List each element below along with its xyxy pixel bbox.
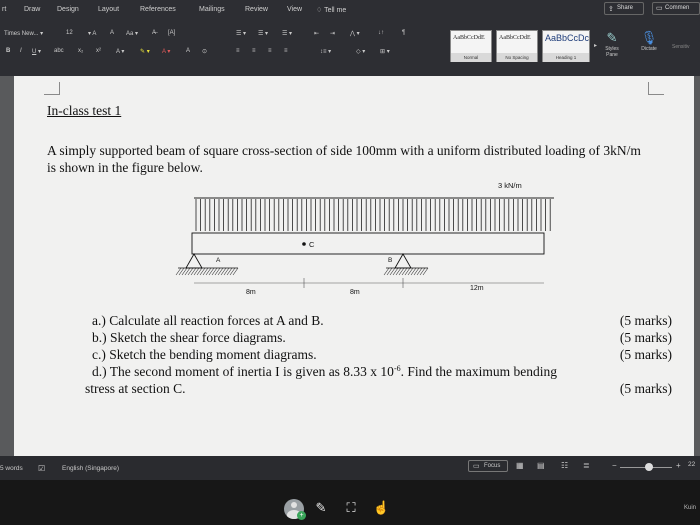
font-name-dropdown[interactable]: [4, 30, 60, 40]
hatch-line: [233, 268, 238, 275]
question-a: [92, 312, 672, 329]
hatch-line: [227, 268, 232, 275]
tab-mailings[interactable]: Mailings: [199, 6, 225, 13]
comments-button[interactable]: [652, 2, 700, 15]
hatch-line: [197, 268, 202, 275]
hatch-line: [393, 268, 398, 275]
document-intro: A simply supported beam of square cross-section of side 100mm with a uniform distributed loading of 3kN/m is shown in the figure below.: [47, 143, 641, 175]
question-b: [92, 329, 672, 346]
hatch-line: [176, 268, 181, 275]
word-count[interactable]: 5 words: [0, 465, 23, 472]
document-page[interactable]: [14, 76, 694, 461]
language-indicator[interactable]: English (Singapore): [62, 465, 120, 472]
tab-review[interactable]: Review: [245, 6, 268, 13]
clear-formatting-icon[interactable]: A̶: [152, 30, 157, 36]
hatch-line: [411, 268, 416, 275]
tab-references[interactable]: References: [140, 6, 176, 13]
style-heading-1[interactable]: [542, 30, 590, 62]
ribbon: [0, 0, 700, 76]
pen-icon[interactable]: ✎: [315, 500, 327, 515]
question-list: [85, 312, 672, 397]
hatch-line: [218, 268, 223, 275]
font-color-icon[interactable]: A ▾: [162, 49, 171, 55]
style-name: Heading 1: [543, 53, 589, 62]
style-name: Normal: [451, 53, 491, 62]
question-marks: (5 marks): [619, 347, 672, 362]
support-a-label: A: [216, 257, 221, 264]
superscript-icon[interactable]: x²: [96, 48, 101, 54]
distributed-load-arrows: [196, 199, 550, 231]
image-edit-icon[interactable]: ⛶: [346, 500, 356, 515]
align-left-icon[interactable]: ≡: [236, 48, 240, 54]
hatch-line: [203, 268, 208, 275]
hatch-line: [179, 268, 184, 275]
ground-hatch-a: [176, 268, 238, 275]
tell-me-box[interactable]: [316, 6, 346, 14]
share-icon: ⇪: [608, 6, 614, 13]
question-text-continued: . Find the maximum bending: [400, 364, 557, 379]
strikethrough-icon[interactable]: abc: [54, 48, 64, 54]
zoom-in-button[interactable]: +: [676, 461, 681, 470]
crop-mark-top-left: [44, 82, 60, 95]
support-b-label: B: [388, 257, 393, 264]
tab-design[interactable]: Design: [57, 6, 79, 13]
zoom-slider-thumb[interactable]: [645, 463, 653, 471]
increase-indent-icon[interactable]: ⇥: [330, 31, 336, 37]
question-c: [92, 346, 672, 363]
question-marks: (5 marks): [619, 313, 672, 328]
tab-insert[interactable]: rt: [2, 6, 7, 13]
question-text: d.) The second moment of inertia I is given as 8.33 x 10: [92, 364, 394, 379]
web-layout-icon[interactable]: ▤: [537, 461, 545, 470]
styles-pane-button[interactable]: [602, 30, 622, 68]
add-badge-icon: +: [297, 511, 306, 520]
outline-view-icon[interactable]: ☷: [561, 461, 569, 470]
phonetic-guide-icon[interactable]: ⊙: [202, 49, 208, 55]
align-right-icon[interactable]: ≡: [268, 48, 272, 54]
hatch-line: [420, 268, 425, 275]
font-size-dropdown[interactable]: [66, 30, 84, 40]
dimension-label-cb: 8m: [350, 289, 360, 296]
beam-figure: [174, 176, 564, 316]
style-no-spacing[interactable]: [496, 30, 538, 62]
style-sample: AaBbCcDdE: [499, 35, 531, 41]
dictate-button[interactable]: [638, 30, 660, 68]
hatch-line: [221, 268, 226, 275]
draft-view-icon[interactable]: ≣: [583, 461, 590, 470]
hatch-line: [390, 268, 395, 275]
font-name-value: Times New...: [4, 31, 39, 37]
lightbulb-icon: ♢: [316, 7, 323, 14]
font-size-decrease-icon[interactable]: A: [110, 30, 115, 36]
underline-icon[interactable]: U ▾: [32, 49, 42, 55]
share-button[interactable]: [604, 2, 644, 15]
shading-icon[interactable]: ◇ ▾: [356, 49, 366, 55]
hatch-line: [384, 268, 389, 275]
focus-label: Focus: [484, 463, 501, 469]
proofing-icon[interactable]: ☑: [38, 464, 46, 473]
question-d-continued: [85, 380, 672, 397]
hatch-line: [399, 268, 404, 275]
styles-pane-icon: ✎: [606, 30, 618, 45]
styles-gallery-expand-icon[interactable]: ▸: [594, 43, 598, 49]
highlight-icon[interactable]: ✎ ▾: [140, 49, 150, 55]
zoom-level[interactable]: 22: [688, 461, 696, 468]
character-shading-icon[interactable]: A: [186, 48, 191, 54]
italic-icon[interactable]: I: [20, 48, 22, 54]
hatch-line: [402, 268, 407, 275]
crop-mark-top-right: [648, 82, 664, 95]
chevron-down-icon: ▾: [40, 31, 44, 37]
hatch-line: [215, 268, 220, 275]
line-spacing-icon[interactable]: ↕≡ ▾: [320, 49, 332, 55]
style-sample: AaBbCcDc: [545, 33, 590, 43]
numbering-icon[interactable]: ☰ ▾: [258, 31, 269, 37]
document-title: In-class test 1: [47, 103, 122, 118]
hatch-line: [414, 268, 419, 275]
load-label: 3 kN/m: [498, 181, 522, 190]
change-case-icon[interactable]: Aa ▾: [126, 31, 139, 37]
hatch-line: [408, 268, 413, 275]
styles-pane-label: Styles Pane: [605, 46, 619, 58]
corner-label: Kuin: [684, 505, 697, 511]
tab-layout[interactable]: Layout: [98, 6, 120, 13]
hatch-line: [185, 268, 190, 275]
hatch-line: [224, 268, 229, 275]
print-layout-icon[interactable]: ▦: [516, 461, 524, 470]
status-bar: [0, 456, 700, 480]
dimension-label-overhang: 12m: [470, 285, 484, 292]
focus-icon: ▭: [473, 463, 480, 470]
point-c-label: C: [309, 240, 315, 249]
bold-icon[interactable]: B: [6, 48, 11, 54]
point-c-dot: [302, 242, 306, 246]
hatch-line: [194, 268, 199, 275]
hatch-line: [182, 268, 187, 275]
hatch-line: [188, 268, 193, 275]
hatch-line: [417, 268, 422, 275]
tell-me-label: Tell me: [324, 7, 347, 14]
hatch-line: [200, 268, 205, 275]
hatch-line: [209, 268, 214, 275]
asian-layout-icon[interactable]: ⋀ ▾: [350, 31, 360, 37]
justify-icon[interactable]: ≡: [284, 48, 288, 54]
text-box-icon[interactable]: [A]: [168, 30, 176, 36]
font-size-value: 12: [66, 30, 73, 36]
tab-draw[interactable]: Draw: [24, 6, 41, 13]
decrease-indent-icon[interactable]: ⇤: [314, 31, 320, 37]
style-sample: AaBbCcDdE: [453, 35, 485, 41]
hatch-line: [423, 268, 428, 275]
question-text: b.) Sketch the shear force diagrams.: [92, 330, 286, 345]
question-d: [92, 363, 672, 380]
question-text: c.) Sketch the bending moment diagrams.: [92, 347, 317, 362]
sort-icon[interactable]: ↓↑: [378, 30, 384, 36]
pointer-icon[interactable]: ☝: [373, 500, 390, 515]
beam: [192, 233, 544, 254]
borders-icon[interactable]: ⊞ ▾: [380, 49, 390, 55]
hatch-line: [212, 268, 217, 275]
multilevel-list-icon[interactable]: ☰ ▾: [282, 31, 293, 37]
exponent: -6: [393, 364, 401, 373]
question-marks: (5 marks): [619, 330, 672, 345]
style-normal[interactable]: [450, 30, 492, 62]
question-text: stress at section C.: [85, 381, 186, 396]
tab-view[interactable]: View: [287, 6, 303, 13]
comments-label: Commen: [665, 5, 690, 11]
support-b: [395, 254, 411, 268]
support-a: [186, 254, 202, 268]
text-effects-icon[interactable]: A ▾: [116, 49, 125, 55]
dimension-label-ac: 8m: [246, 289, 256, 296]
bullets-icon[interactable]: ☰ ▾: [236, 31, 247, 37]
hatch-line: [191, 268, 196, 275]
microphone-icon: 🎙: [640, 30, 658, 45]
focus-button[interactable]: [468, 460, 508, 472]
hatch-line: [405, 268, 410, 275]
hatch-line: [396, 268, 401, 275]
ground-hatch-b: [384, 268, 428, 275]
subscript-icon[interactable]: x₂: [78, 48, 84, 54]
question-marks: (5 marks): [619, 381, 672, 396]
question-text: a.) Calculate all reaction forces at A and B.: [92, 313, 324, 328]
ribbon-tabs: [0, 6, 700, 20]
comment-icon: ▭: [656, 5, 663, 12]
hatch-line: [230, 268, 235, 275]
zoom-out-button[interactable]: −: [612, 461, 617, 470]
show-formatting-icon[interactable]: ¶: [402, 30, 406, 36]
align-center-icon[interactable]: ≡: [252, 48, 256, 54]
dictate-label: Dictate: [641, 46, 657, 52]
font-size-increase-icon[interactable]: ▾ A: [88, 31, 97, 37]
share-label: Share: [617, 5, 634, 11]
hatch-line: [387, 268, 392, 275]
style-name: No Spacing: [497, 53, 537, 62]
sensitivity-button[interactable]: Sensitiv: [672, 44, 690, 50]
hatch-line: [206, 268, 211, 275]
